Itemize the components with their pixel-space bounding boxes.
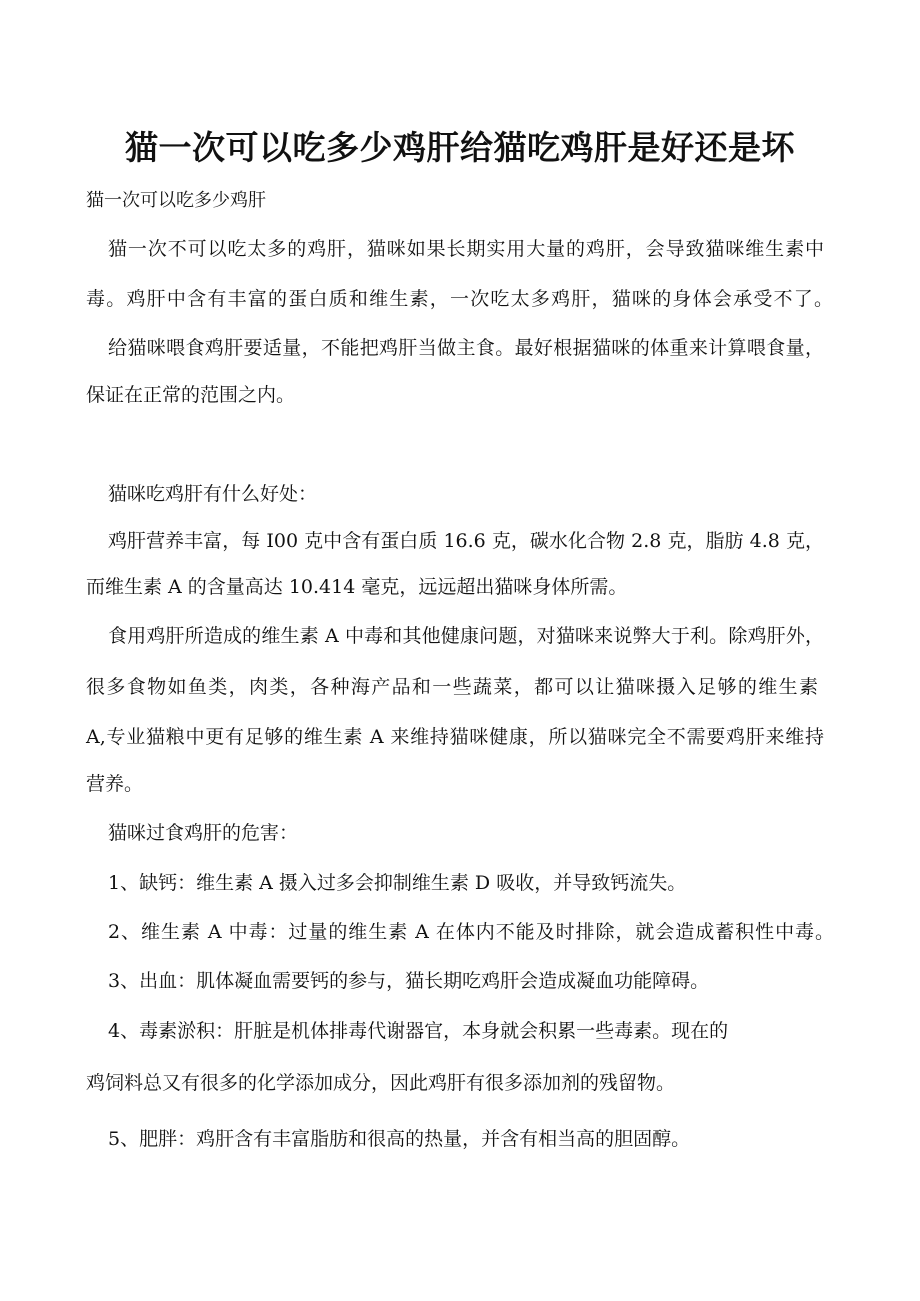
document-title: 猫一次可以吃多少鸡肝给猫吃鸡肝是好还是坏 — [125, 128, 795, 167]
harm-item-2: 2、维生素 A 中毒：过量的维生素 A 在体内不能及时排除，就会造成蓄积性中毒。 — [108, 921, 834, 943]
section2-p2-line2: 很多食物如鱼类，肉类，各种海产品和一些蔬菜，都可以让猫咪摄入足够的维生素 — [86, 676, 818, 698]
section2-p2-line4: 营养。 — [86, 773, 144, 795]
harm-item-1: 1、缺钙：维生素 A 摄入过多会抑制维生素 D 吸收，并导致钙流失。 — [108, 872, 687, 894]
section2-heading: 猫咪吃鸡肝有什么好处： — [108, 483, 318, 505]
section2-p1-line1: 鸡肝营养丰富，每 I00 克中含有蛋白质 16.6 克，碳水化合物 2.8 克，脂肪 4.8 克， — [108, 530, 824, 552]
section2-p1-line2: 而维生素 A 的含量高达 10.414 毫克，远远超出猫咪身体所需。 — [86, 576, 628, 598]
harm-item-5: 5、肥胖：鸡肝含有丰富脂肪和很高的热量，并含有相当高的胆固醇。 — [108, 1128, 691, 1150]
harm-item-4-line2: 鸡饲料总又有很多的化学添加成分，因此鸡肝有很多添加剂的残留物。 — [86, 1072, 676, 1094]
section1-heading: 猫一次可以吃多少鸡肝 — [86, 190, 266, 211]
harm-item-3: 3、出血：肌体凝血需要钙的参与，猫长期吃鸡肝会造成凝血功能障碍。 — [108, 970, 710, 992]
section2-p2-line3: A,专业猫粮中更有足够的维生素 A 来维持猫咪健康，所以猫咪完全不需要鸡肝来维持 — [86, 726, 824, 748]
section1-p2-line2: 保证在正常的范围之内。 — [86, 384, 296, 406]
section2-p2-line1: 食用鸡肝所造成的维生素 A 中毒和其他健康问题，对猫咪来说弊大于利。除鸡肝外， — [108, 625, 824, 647]
section1-p1-line2: 毒。鸡肝中含有丰富的蛋白质和维生素，一次吃太多鸡肝，猫咪的身体会承受不了。 — [86, 288, 833, 310]
section1-p2-line1: 给猫咪喂食鸡肝要适量，不能把鸡肝当做主食。最好根据猫咪的体重来计算喂食量， — [108, 337, 824, 359]
harm-item-4-line1: 4、毒素淤积：肝脏是机体排毒代谢器官，本身就会积累一些毒素。现在的 — [108, 1020, 729, 1042]
section1-p1-line1: 猫一次不可以吃太多的鸡肝，猫咪如果长期实用大量的鸡肝，会导致猫咪维生素中 — [108, 238, 824, 260]
section3-heading: 猫咪过食鸡肝的危害： — [108, 822, 299, 844]
